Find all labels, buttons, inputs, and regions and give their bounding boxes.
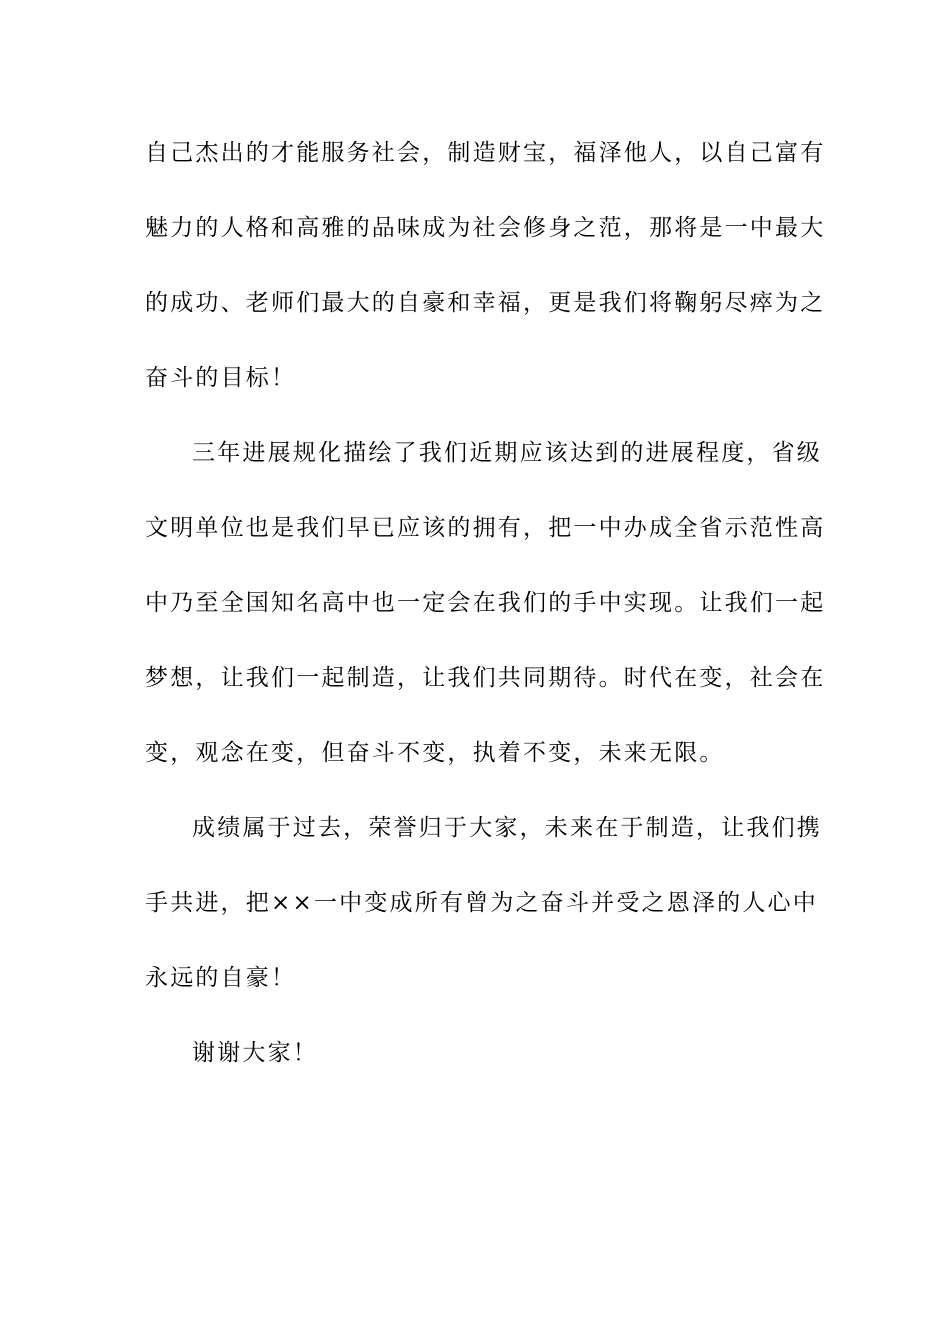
- text-line: 永远的自豪！: [145, 965, 297, 991]
- text-line: 的成功、老师们最大的自豪和幸福，更是我们将鞠躬尽瘁为之: [145, 290, 826, 316]
- text-line: 中乃至全国知名高中也一定会在我们的手中实现。让我们一起: [145, 590, 826, 616]
- text-line: 变，观念在变，但奋斗不变，执着不变，未来无限。: [145, 740, 725, 766]
- paragraph-first-line: 三年进展规化描绘了我们近期应该达到的进展程度，省级: [192, 440, 822, 466]
- text-line: 奋斗的目标！: [145, 365, 297, 391]
- paragraph-first-line: 成绩属于过去，荣誉归于大家，未来在于制造，让我们携: [192, 815, 822, 841]
- text-line: 手共进，把××一中变成所有曾为之奋斗并受之恩泽的人心中: [145, 890, 818, 916]
- document-body: [145, 130, 826, 1105]
- text-line: 魅力的人格和高雅的品味成为社会修身之范，那将是一中最大: [145, 215, 826, 241]
- text-line: 文明单位也是我们早已应该的拥有，把一中办成全省示范性高: [145, 515, 826, 541]
- closing-line: 谢谢大家！: [192, 1040, 318, 1066]
- text-line: 自己杰出的才能服务社会，制造财宝，福泽他人，以自己富有: [145, 140, 826, 166]
- text-line: 梦想，让我们一起制造，让我们共同期待。时代在变，社会在: [145, 665, 826, 691]
